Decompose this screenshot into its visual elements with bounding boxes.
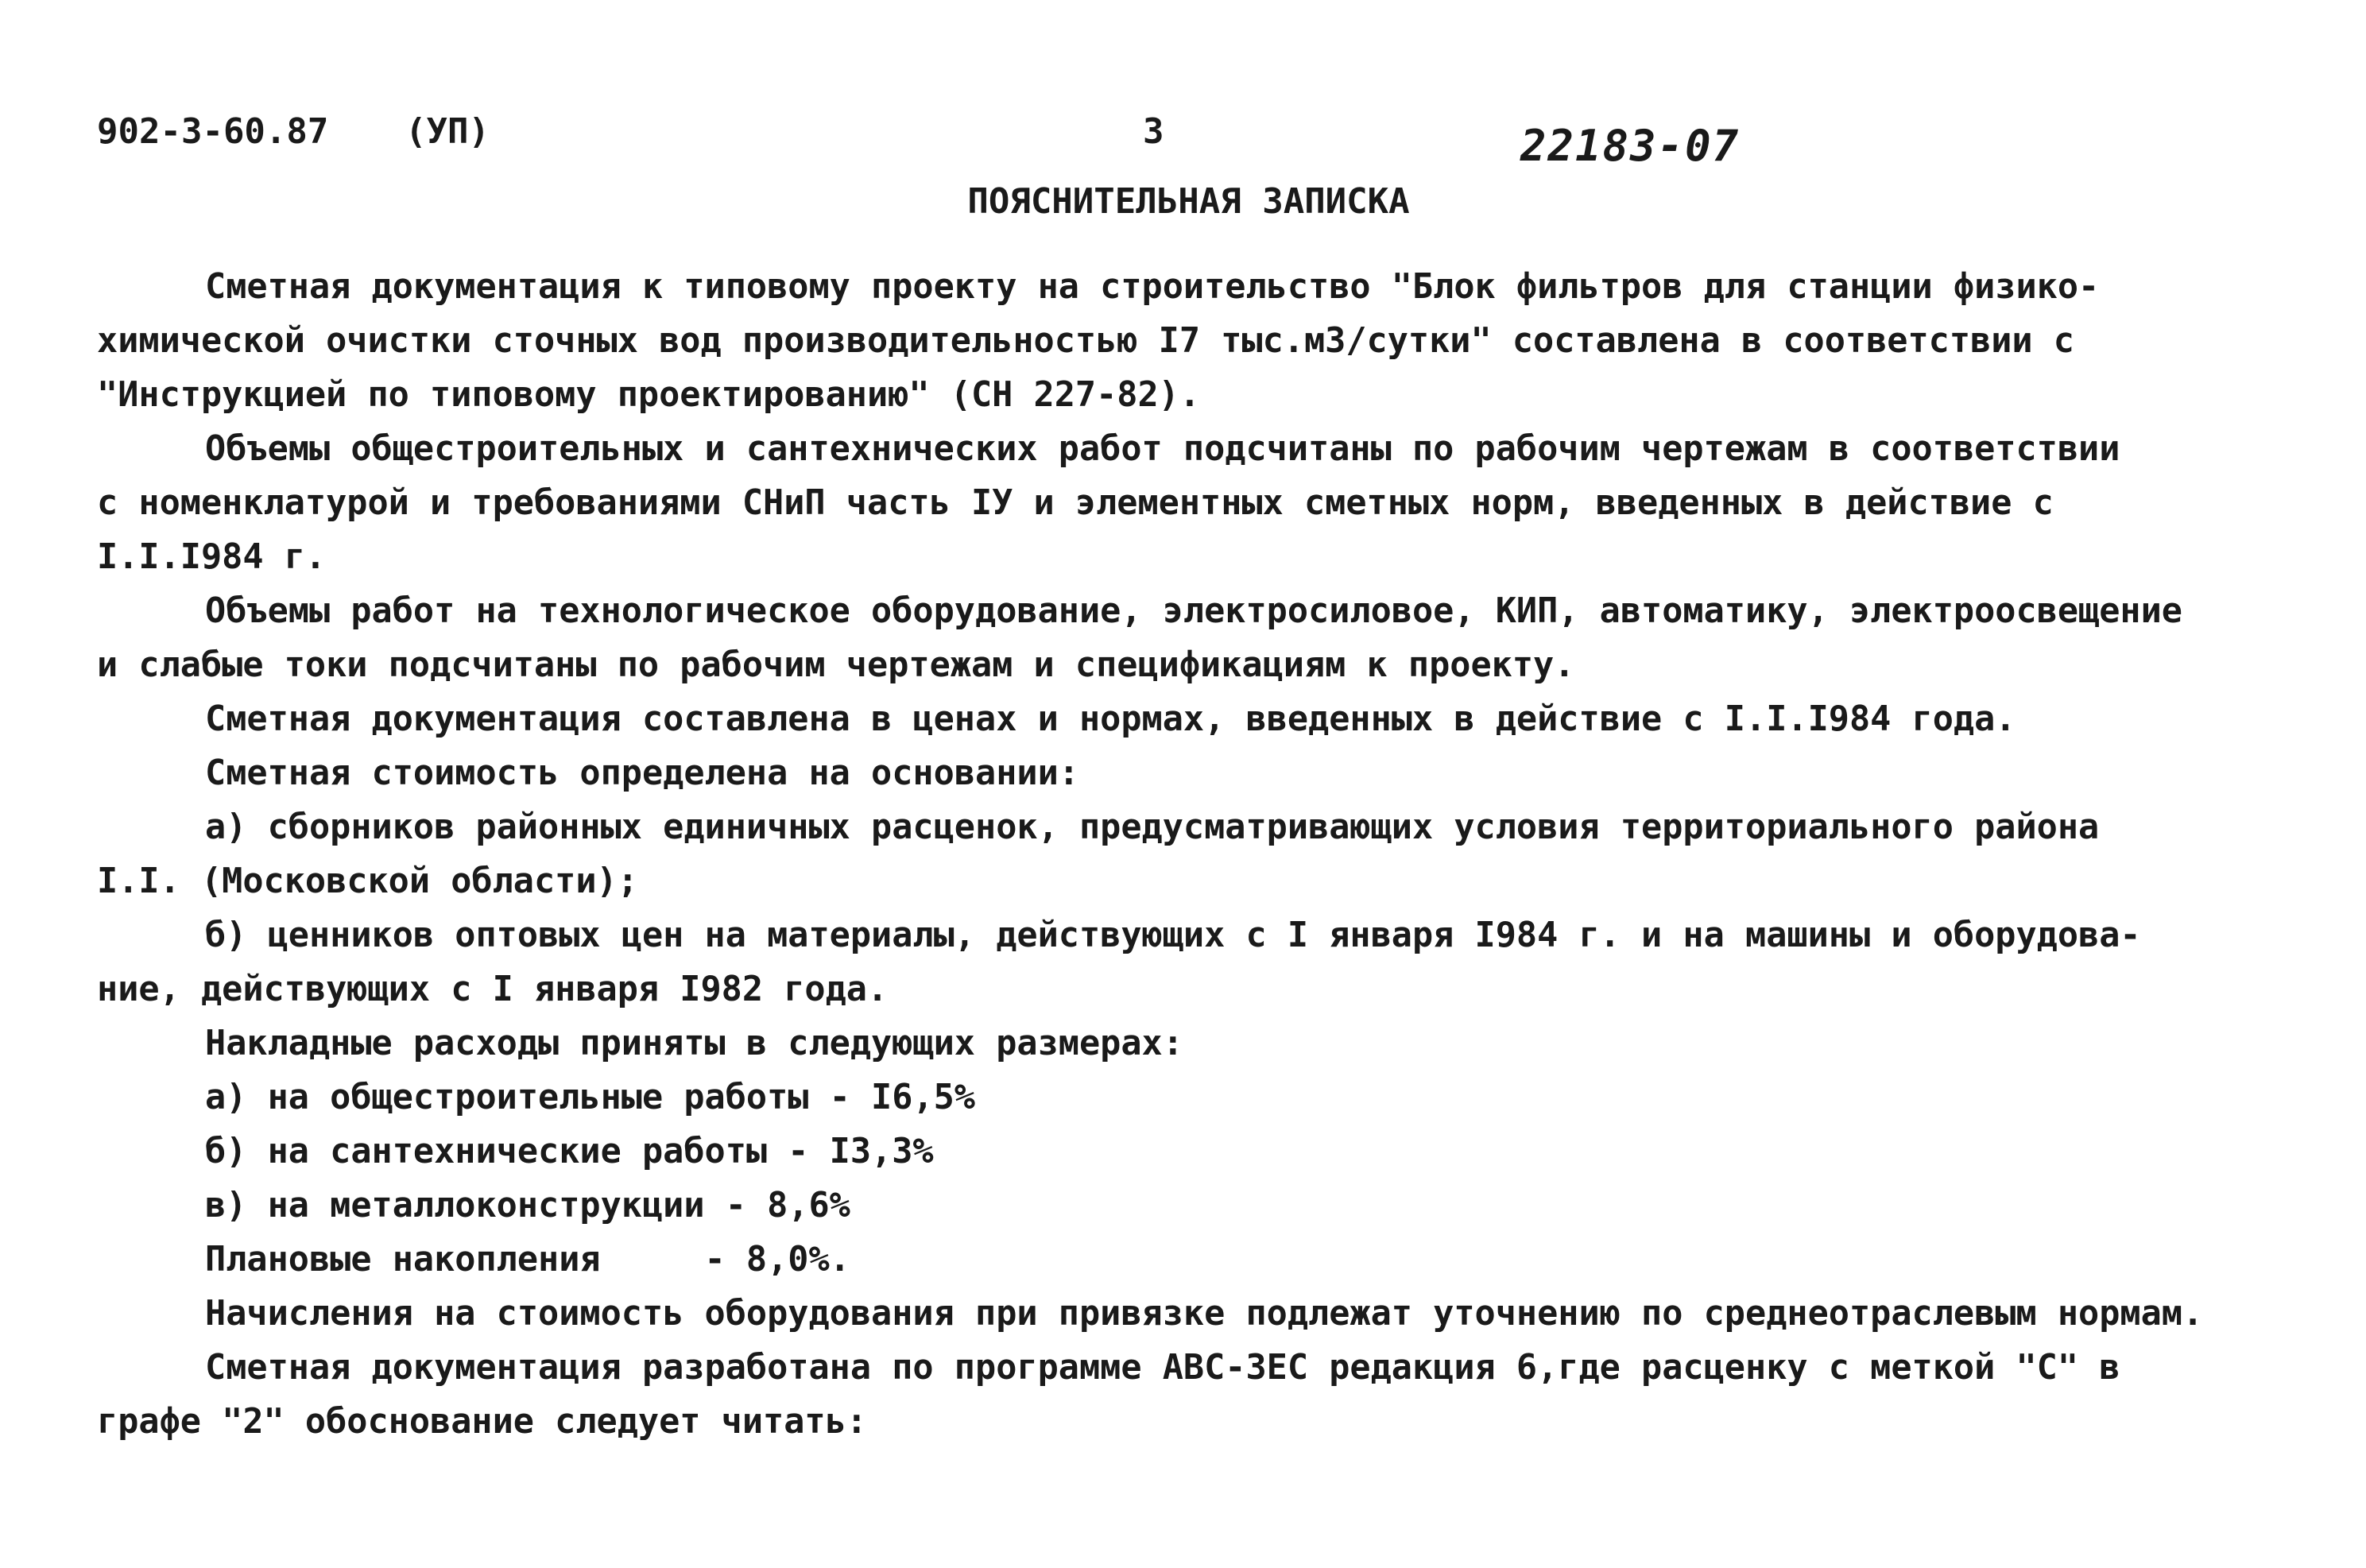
text-line: б) на сантехнические работы - I3,3% [205, 1132, 934, 1171]
text-line: ние, действующих с I января I982 года. [97, 970, 889, 1009]
text-line: Накладные расходы приняты в следующих размерах: [205, 1024, 1183, 1063]
text-line: Сметная документация составлена в ценах и нормах, введенных в действие с I.I.I984 года. [205, 699, 2016, 739]
text-line: Сметная документация к типовому проекту на строительство "Блок фильтров для станции физико- [205, 267, 2100, 307]
text-line: Объемы работ на технологическое оборудование, электросиловое, КИП, автоматику, электроосвещение [205, 591, 2182, 631]
text-line: химической очистки сточных вод производительностью I7 тыс.м3/сутки" составлена в соответствии с [97, 321, 2074, 361]
album-number: 22183-07 [1520, 121, 1741, 171]
text-line: а) на общестроительные работы - I6,5% [205, 1078, 976, 1117]
text-line: а) сборников районных единичных расценок, предусматривающих условия территориального района [205, 807, 2100, 847]
text-line: I.I. (Московской области); [97, 861, 638, 901]
text-line: и слабые токи подсчитаны по рабочим чертежам и спецификациям к проекту. [97, 645, 1575, 685]
text-line: графе "2" обоснование следует читать: [97, 1402, 868, 1442]
text-line: с номенклатурой и требованиями СНиП часть IУ и элементных сметных норм, введенных в действие с [97, 483, 2054, 523]
text-line: Начисления на стоимость оборудования при привязке подлежат уточнению по среднеотраслевым нормам. [205, 1294, 2204, 1334]
text-line: б) ценников оптовых цен на материалы, действующих с I января I984 г. и на машины и оборудова- [205, 916, 2141, 955]
text-line: в) на металлоконструкции - 8,6% [205, 1186, 850, 1225]
text-line: I.I.I984 г. [97, 537, 327, 577]
text-line: Объемы общестроительных и сантехнических работ подсчитаны по рабочим чертежам в соответствии [205, 429, 2120, 469]
page-number: 3 [1143, 111, 1164, 152]
text-line: "Инструкцией по типовому проектированию" (СН 227-82). [97, 375, 1201, 415]
document-stage: (УП) [405, 111, 490, 152]
text-line: Плановые накопления - 8,0%. [205, 1240, 850, 1280]
text-line: Сметная стоимость определена на основании: [205, 753, 1079, 793]
text-line: Сметная документация разработана по программе АВС-3ЕС редакция 6,где расценку с меткой "С" в [205, 1348, 2120, 1388]
document-code: 902-3-60.87 [97, 111, 329, 152]
page-title: ПОЯСНИТЕЛЬНАЯ ЗАПИСКА [967, 181, 1410, 222]
